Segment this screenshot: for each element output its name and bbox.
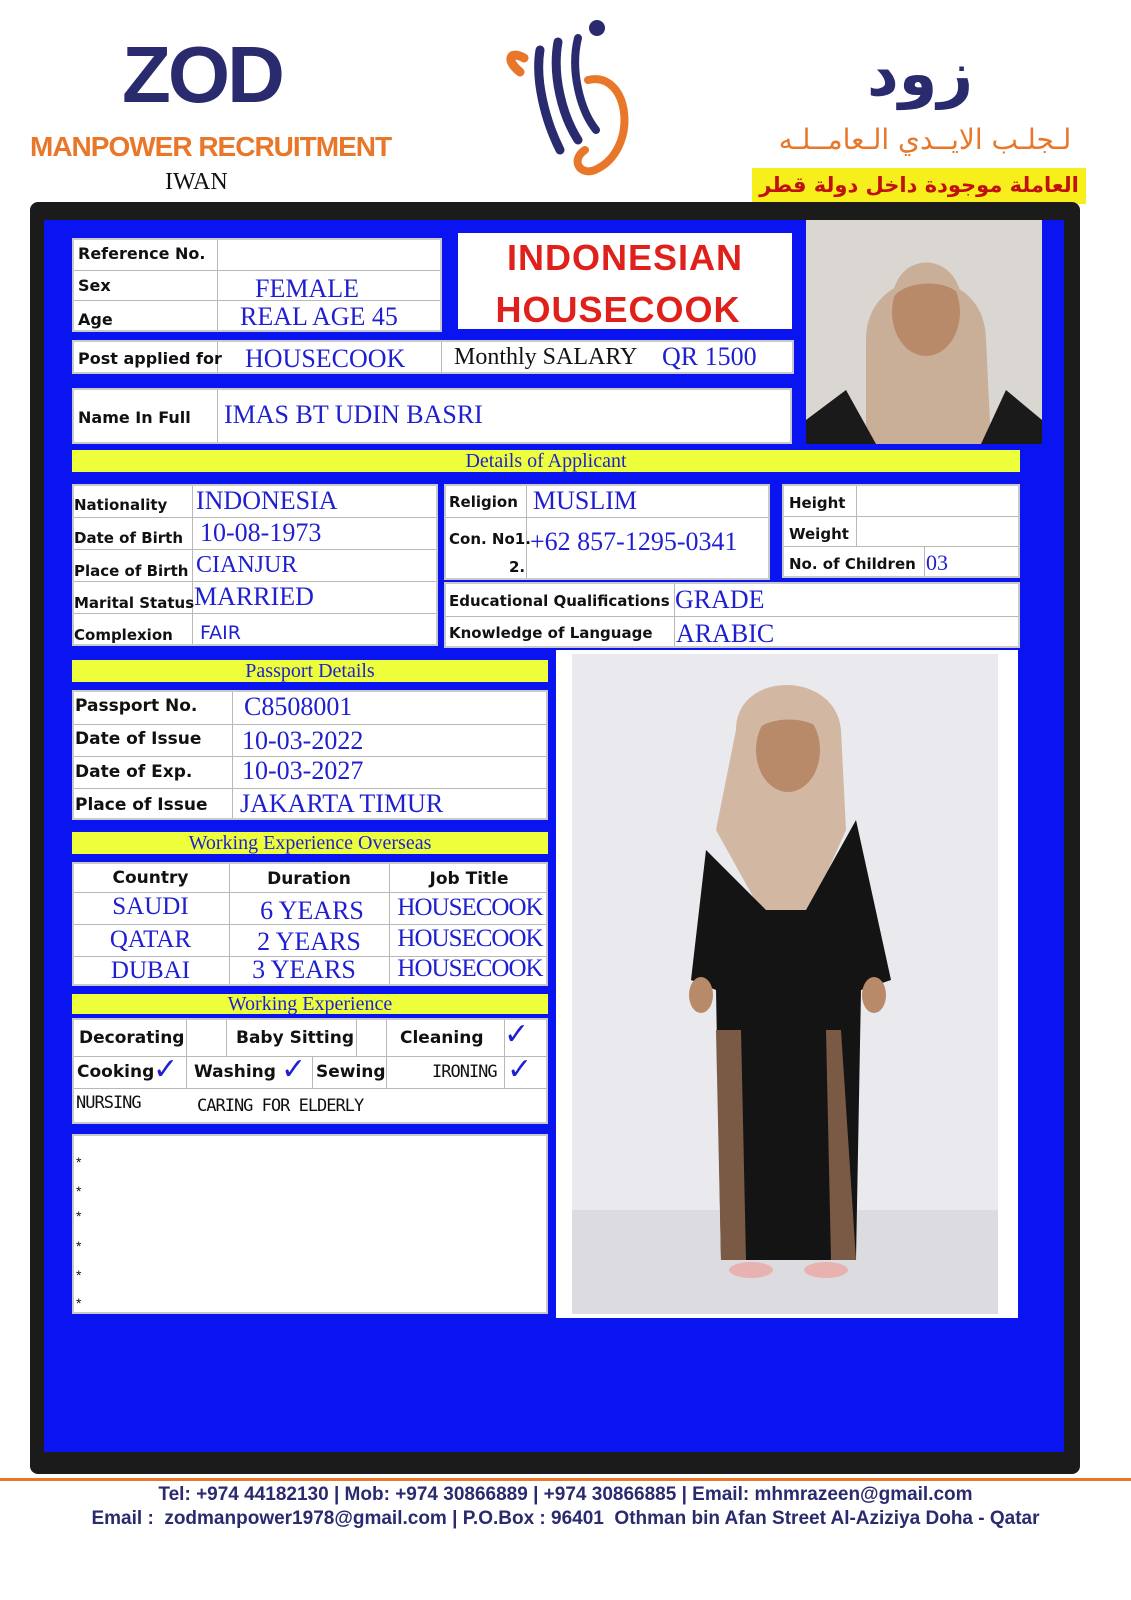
education-value: GRADE: [675, 585, 765, 614]
note-bullet: *: [76, 1208, 82, 1224]
washing-check-icon: ✓: [281, 1052, 307, 1087]
children-value: 03: [926, 550, 948, 575]
notes-box: [72, 1134, 548, 1314]
weight-label: Weight: [789, 525, 849, 543]
nationality-label: Nationality: [74, 496, 168, 514]
language-label: Knowledge of Language: [449, 624, 653, 642]
cooking-check-icon: ✓: [153, 1052, 179, 1087]
reference-label: Reference No.: [78, 244, 206, 263]
complexion-label: Complexion: [74, 626, 173, 644]
footer-contact-line-1: Tel: +974 44182130 | Mob: +974 30866889 | +974 30866885 | Email: mhmrazeen@gmail.com: [158, 1484, 973, 1505]
skill-nursing: NURSING: [76, 1093, 141, 1113]
note-bullet: *: [76, 1267, 82, 1283]
age-label: Age: [78, 310, 113, 329]
table-row-country: SAUDI: [112, 893, 189, 920]
children-label: No. of Children: [789, 555, 916, 573]
religion-label: Religion: [449, 493, 518, 511]
applicant-full-body-photo: [556, 650, 1018, 1318]
expiry-date-value: 10-03-2027: [242, 756, 364, 785]
col-country-header: Country: [112, 868, 189, 888]
table-row-duration: 6 YEARS: [260, 896, 364, 925]
title-line-2: HOUSECOOK: [495, 289, 741, 330]
dob-value: 10-08-1973: [200, 518, 322, 547]
issue-date-label: Date of Issue: [75, 729, 202, 749]
skills-heading: Working Experience: [72, 994, 548, 1014]
nationality-value: INDONESIA: [196, 486, 338, 515]
skill-decorating: Decorating: [79, 1028, 185, 1048]
complexion-value: FAIR: [200, 622, 241, 644]
cleaning-check-icon: ✓: [504, 1017, 530, 1052]
arabic-tagline: لـجلـب الايــدي الـعامــلـه: [778, 123, 1072, 156]
issue-place-label: Place of Issue: [75, 795, 208, 815]
table-row-country: QATAR: [109, 926, 192, 953]
company-emblem-icon: [500, 10, 650, 180]
title-line-1: INDONESIAN: [506, 237, 744, 278]
skill-baby-sitting: Baby Sitting: [236, 1028, 355, 1048]
salary-value: QR 1500: [662, 342, 757, 371]
sex-label: Sex: [78, 276, 111, 295]
footer-contact-line-2: Email : zodmanpower1978@gmail.com | P.O.Box : 96401 Othman bin Afan Street Al-Aziziya Doha - Qatar: [91, 1508, 1040, 1529]
sex-value: FEMALE: [255, 274, 359, 303]
col-duration-header: Duration: [267, 869, 351, 889]
name-label: Name In Full: [78, 408, 191, 427]
pob-value: CIANJUR: [196, 552, 298, 578]
marital-value: MARRIED: [194, 582, 314, 611]
passport-no-label: Passport No.: [75, 696, 198, 716]
col-job-header: Job Title: [429, 869, 509, 889]
passport-heading: Passport Details: [72, 660, 548, 682]
name-value: IMAS BT UDIN BASRI: [224, 400, 483, 429]
skill-cleaning: Cleaning: [400, 1028, 484, 1048]
expiry-date-label: Date of Exp.: [75, 762, 193, 782]
age-value: REAL AGE 45: [240, 302, 398, 331]
contact2-label: 2.: [509, 558, 526, 576]
table-row-duration: 2 YEARS: [257, 927, 361, 956]
table-row-country: DUBAI: [110, 957, 191, 984]
branch-name: IWAN: [165, 169, 228, 195]
table-row-job: HOUSECOOK: [397, 955, 543, 982]
education-label: Educational Qualifications: [449, 592, 670, 610]
skill-elderly-care: CARING FOR ELDERLY: [197, 1096, 364, 1116]
note-bullet: *: [76, 1183, 82, 1199]
marital-label: Marital Status: [74, 594, 195, 612]
table-row-job: HOUSECOOK: [397, 925, 543, 952]
table-row-duration: 3 YEARS: [252, 955, 356, 984]
overseas-heading: Working Experience Overseas: [72, 832, 548, 854]
skill-cooking: Cooking: [77, 1062, 155, 1082]
height-label: Height: [789, 494, 846, 512]
note-bullet: *: [76, 1238, 82, 1254]
issue-date-value: 10-03-2022: [242, 726, 364, 755]
contact1-label: Con. No1.: [449, 530, 531, 548]
footer-divider: [0, 1478, 1131, 1481]
ironing-check-icon: ✓: [507, 1052, 533, 1087]
details-heading: Details of Applicant: [72, 450, 1020, 472]
post-value: HOUSECOOK: [245, 344, 406, 373]
skill-washing: Washing: [194, 1062, 276, 1082]
dob-label: Date of Birth: [74, 529, 184, 547]
brand-subtitle: MANPOWER RECRUITMENT: [30, 131, 392, 162]
skill-sewing: Sewing: [316, 1062, 386, 1082]
issue-place-value: JAKARTA TIMUR: [240, 789, 444, 818]
arabic-notice: العاملة موجودة داخل دولة قطر: [752, 168, 1086, 204]
salary-label: Monthly SALARY: [454, 344, 638, 370]
table-row-job: HOUSECOOK: [397, 894, 543, 921]
language-value: ARABIC: [676, 619, 775, 648]
contact1-value: +62 857-1295-0341: [530, 527, 738, 556]
passport-no-value: C8508001: [244, 692, 353, 721]
applicant-portrait-photo: [806, 220, 1042, 444]
religion-value: MUSLIM: [533, 486, 638, 515]
pob-label: Place of Birth: [74, 562, 189, 580]
brand-logo-text: ZOD: [122, 30, 282, 119]
post-label: Post applied for: [78, 349, 222, 368]
note-bullet: *: [76, 1295, 82, 1311]
skill-ironing: IRONING: [432, 1062, 497, 1082]
arabic-brand: زود: [866, 37, 974, 110]
note-bullet: *: [76, 1154, 82, 1170]
